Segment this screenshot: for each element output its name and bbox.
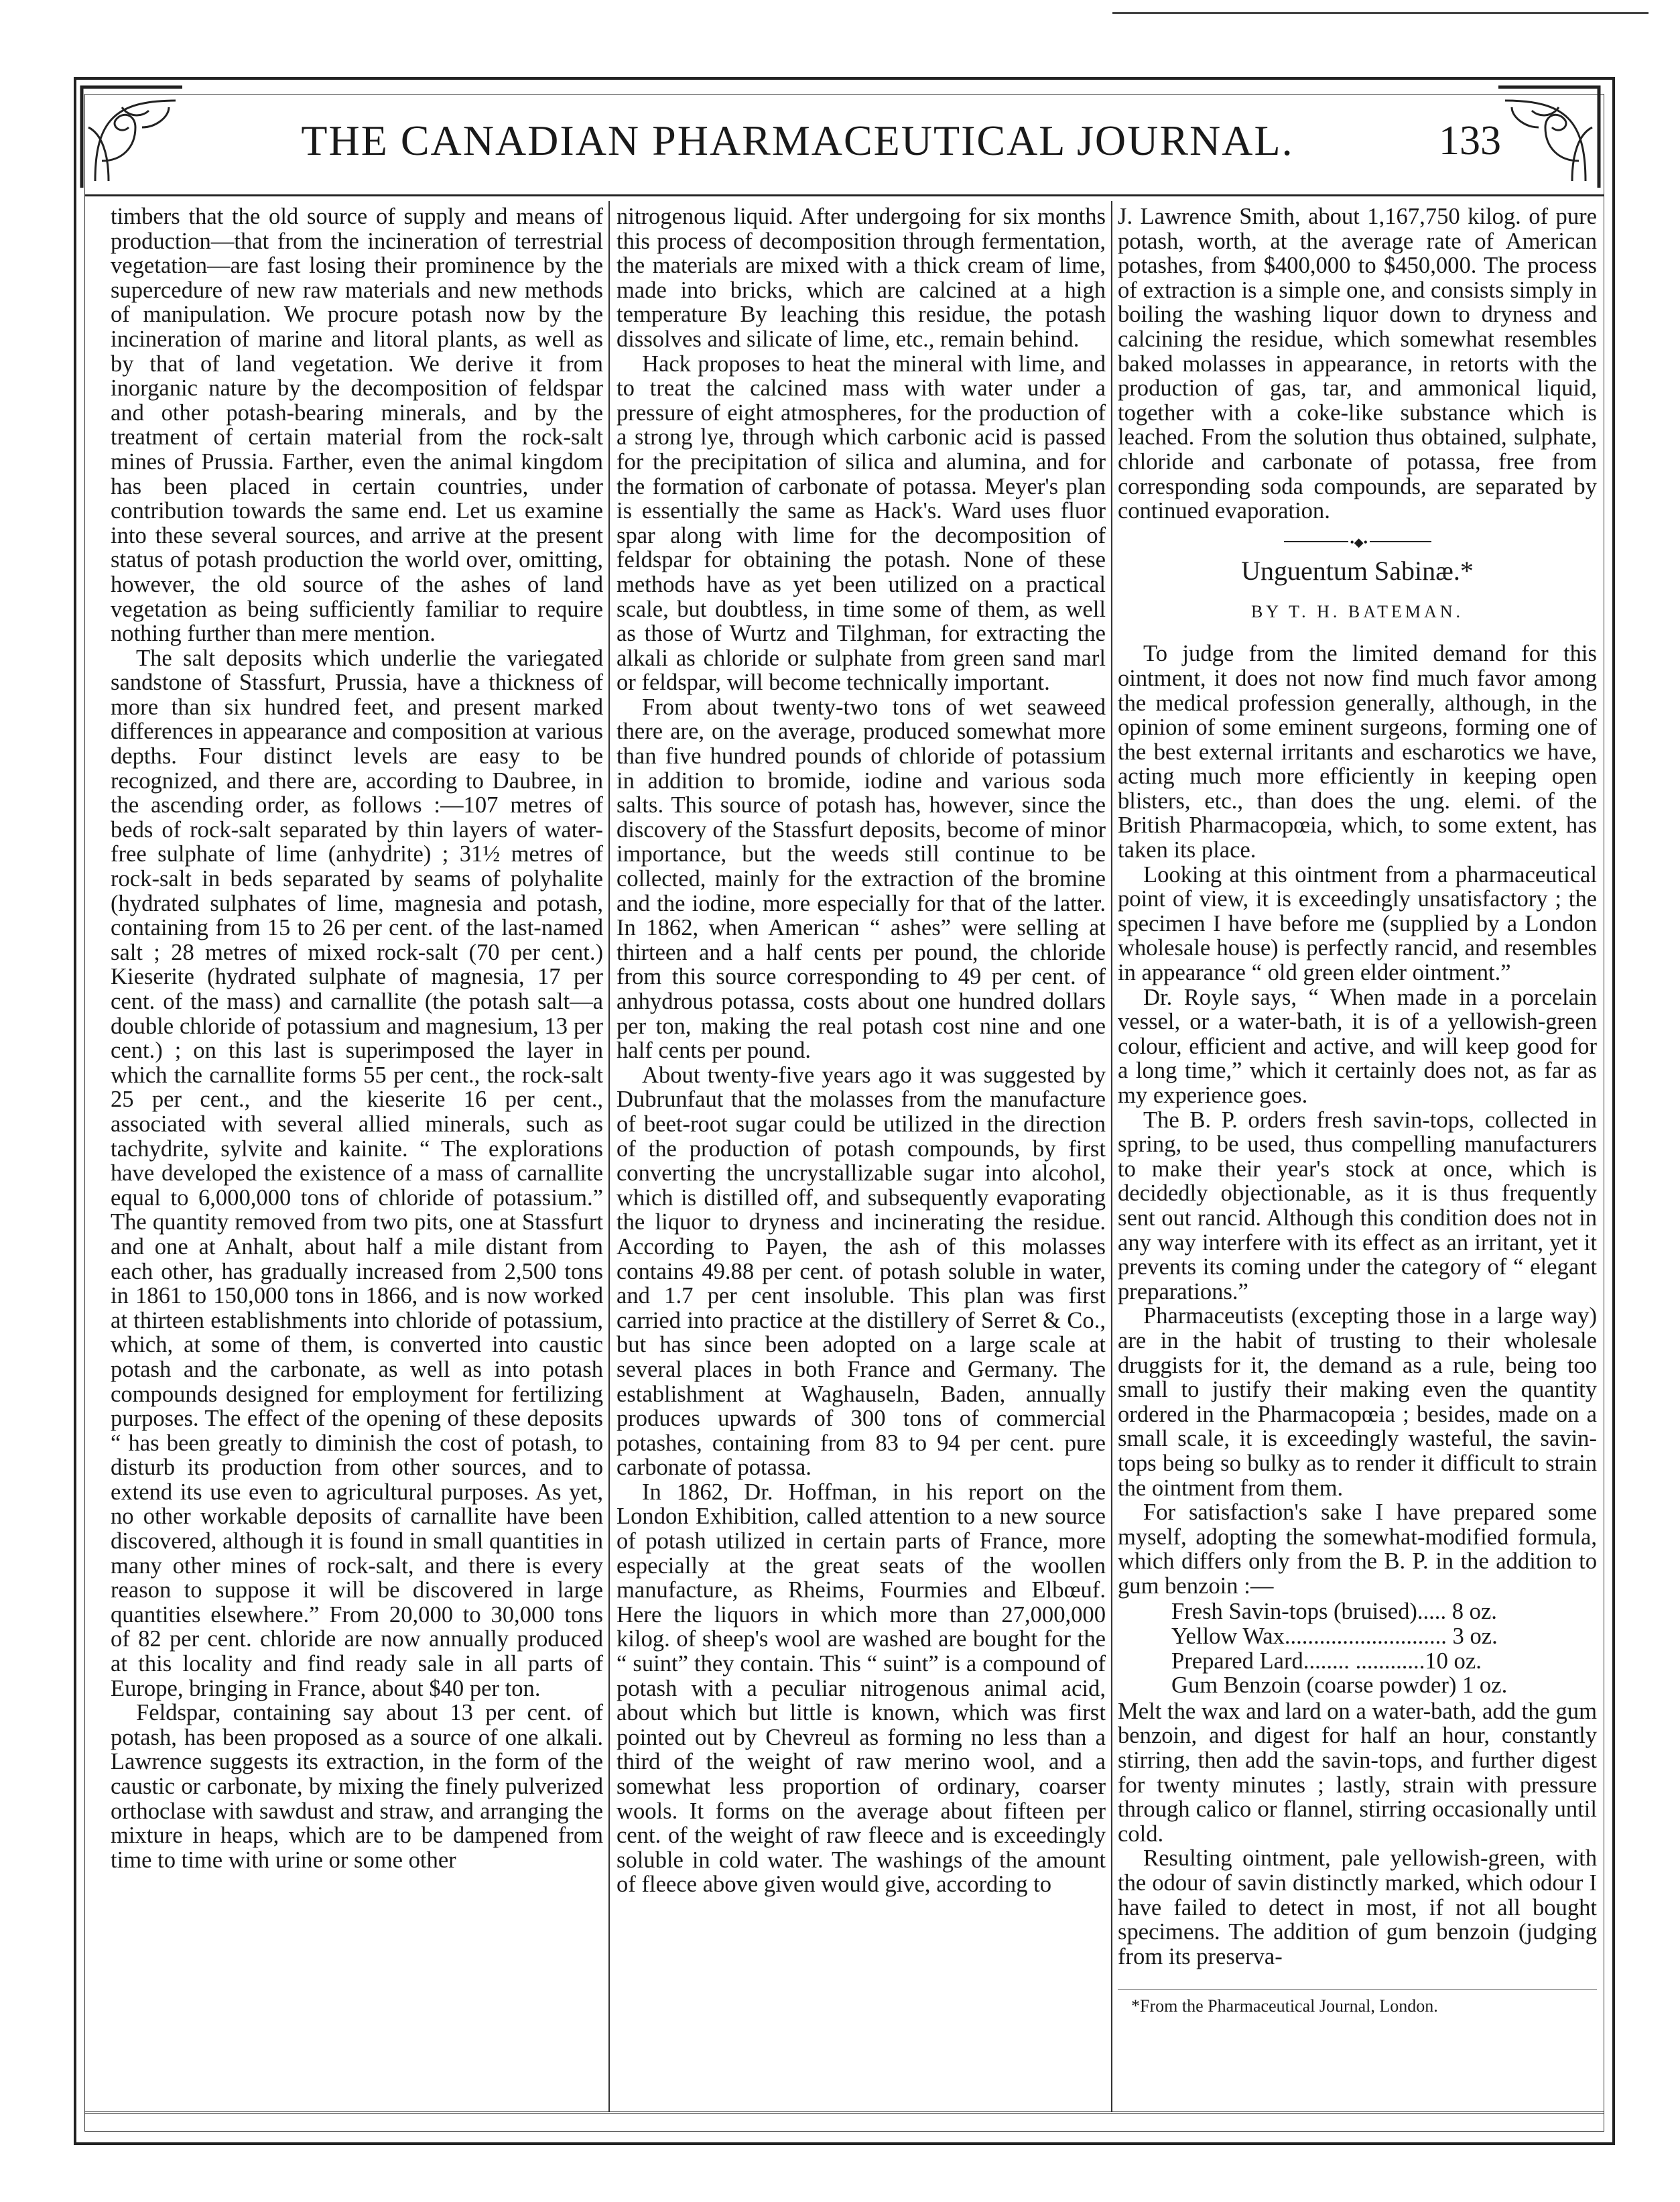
recipe-item: Fresh Savin-tops (bruised)..... 8 oz. xyxy=(1171,1599,1497,1625)
column-divider-2 xyxy=(1111,201,1112,2112)
paragraph: Hack proposes to heat the mineral with lime, and to treat the calcined mass with water under a pressure of eight atmospheres, for the production of a strong lye, through which carbonic acid is passed for the precipitation of silica and alumina, and for the formation of carbonate of potassa. Meyer's plan is essentially the same as Hack's. Ward uses fluor spar along with lime for the decomposition of feldspar for obtaining the potash. None of these methods have as yet been utilized on a practical scale, but doubtless, in time some of them, as well as those of Wurtz and Tilghman, for extracting the alkali as chloride or sulphate from green sand marl or feldspar, will become technically important. xyxy=(617,351,1106,696)
paragraph: nitrogenous liquid. After undergoing for six months this process of decomposition through fermentation, the materials are mixed with a thick cream of lime, made into bricks, which are calcined at a high temperature By leaching this residue, the potash dissolves and silicate of lime, etc., remain behind. xyxy=(617,204,1106,352)
paragraph: The B. P. orders fresh savin-tops, collected in spring, to be used, thus compelling manufacturers to make their year's stock at once, which is decidedly objectionable, as it is thus frequently sent out rancid. Although this condition does not in any way interfere with its effect as an irritant, yet it prevents its coming under the category of “ elegant preparations.” xyxy=(1118,1107,1597,1304)
recipe-list xyxy=(1171,1599,1597,1697)
paragraph: Dr. Royle says, “ When made in a porcelain vessel, or a water-bath, it is of a yellowish-green colour, efficient and active, and will keep good for a long time,” which it certainly does not, as far as my experience goes. xyxy=(1118,984,1597,1108)
paragraph: About twenty-five years ago it was suggested by Dubrunfaut that the molasses from the manufacture of beet-root sugar could be utilized in the direction of the production of potash compounds, by first converting the uncrystallizable sugar into alcohol, which is distilled off, and subsequently evaporating the liquor to dryness and incinerating the residue. According to Payen, the ash of this molasses contains 49.88 per cent. of potash soluble in water, and 1.7 per cent insoluble. This plan was first carried into practice at the distillery of Serret & Co., but has since been adopted on a large scale at several places in both France and Germany. The establishment at Waghauseln, Baden, annually produces upwards of 300 tons of commercial potashes, containing from 83 to 94 per cent. pure carbonate of potassa. xyxy=(617,1062,1106,1481)
top-edge-rule xyxy=(1112,12,1649,14)
paragraph: Resulting ointment, pale yellowish-green, with the odour of savin distinctly marked, which odour I have failed to detect in most, if not all bought specimens. The addition of gum benzoin (judging from its preserva- xyxy=(1118,1845,1597,1969)
paragraph: Pharmaceutists (excepting those in a large way) are in the habit of trusting to their wholesale druggists for it, the demand as a rule, being too small to justify their making even the quantity ordered in the Pharmacopœia ; besides, made on a small scale, it is exceedingly wasteful, the savin-tops being so bulky as to render it difficult to strain the ointment from them. xyxy=(1118,1303,1597,1501)
separator-dots-icon: •◆• xyxy=(1348,536,1370,548)
column-2 xyxy=(617,204,1106,2101)
paragraph: timbers that the old source of supply and means of production—that from the incineration of terrestrial vegetation—are fast losing their prominence by the supercedure of new raw materials and new methods of manipulation. We procure potash now by the incineration of marine and litoral plants, as well as by that of land vegetation. We derive it from inorganic nature by the decomposition of feldspar and other potash-bearing minerals, and by the treatment of certain material from the rock-salt mines of Prussia. Farther, even the animal kingdom has been placed in certain countries, under contribution towards the same end. Let us examine into these several sources, and arrive at the present status of potash production the world over, omitting, however, the old source of the ashes of land vegetation as being sufficiently familiar to require nothing further than mere mention. xyxy=(111,204,603,647)
paragraph: Looking at this ointment from a pharmaceutical point of view, it is exceedingly unsatisfactory ; the specimen I have before me (supplied by a London wholesale house) is perfectly rancid, and resembles in appearance “ old green elder ointment.” xyxy=(1118,861,1597,986)
paragraph: From about twenty-two tons of wet seaweed there are, on the average, produced somewhat more than five hundred pounds of chloride of potassium in addition to bromide, iodine and various soda salts. This source of potash has, however, since the discovery of the Stassfurt deposits, become of minor importance, but the weeds still continue to be collected, mainly for the extraction of the bromine and the iodine, more especially for that of the latter. In 1862, when American “ ashes” were selling at thirteen and a half cents per pound, the chloride from this source corresponding to 49 per cent. of anhydrous potassa, costs about one hundred dollars per ton, making the real potash cost nine and one half cents per pound. xyxy=(617,694,1106,1064)
paragraph: For satisfaction's sake I have prepared some myself, adopting the somewhat-modified formula, which differs only from the B. P. in the addition to gum benzoin :— xyxy=(1118,1500,1597,1599)
article-byline: BY T. H. BATEMAN. xyxy=(1250,601,1464,621)
recipe-item: Yellow Wax............................ 3 oz. xyxy=(1171,1624,1498,1650)
article-title: Unguentum Sabinæ.* xyxy=(1241,555,1474,586)
paragraph: Melt the wax and lard on a water-bath, add the gum benzoin, and digest for half an hour, constantly stirring, then add the savin-tops, and further digest for twenty minutes ; lastly, strain with pressure through calico or flannel, stirring occasionally until cold. xyxy=(1118,1698,1597,1847)
section-separator xyxy=(1284,535,1431,549)
paragraph: Feldspar, containing say about 13 per cent. of potash, has been proposed as a source of one alkali. Lawrence suggests its extraction, in the form of the caustic or carbonate, by mixing the finely pulverized orthoclase with sawdust and straw, and arranging the mixture in heaps, which are to be dampened from time to time with urine or some other xyxy=(111,1700,603,1873)
column-3 xyxy=(1118,204,1597,2101)
corner-ornament-right-icon xyxy=(1492,80,1606,194)
bottom-rule xyxy=(84,2112,1604,2114)
page-header xyxy=(188,101,1501,181)
running-title: THE CANADIAN PHARMACEUTICAL JOURNAL. xyxy=(301,117,1294,164)
paragraph: J. Lawrence Smith, about 1,167,750 kilog. of pure potash, worth, at the average rate of American potashes, from $400,000 to $450,000. The process of extraction is a simple one, and consists simply in boiling the washing liquor down to dryness and calcining the residue, which somewhat resembles baked molasses in appearance, in retorts with the production of gas, tar, and ammonical liquid, together with a coke-like substance which is leached. From the solution thus obtained, sulphate, chloride and carbonate of potassa, free from corresponding soda compounds, are separated by continued evaporation. xyxy=(1118,204,1597,524)
footnote: *From the Pharmaceutical Journal, London. xyxy=(1118,1989,1597,2016)
page-number: 133 xyxy=(1439,117,1501,164)
header-rule xyxy=(84,194,1604,196)
column-1 xyxy=(111,204,603,2101)
column-divider-1 xyxy=(608,201,610,2112)
paragraph: To judge from the limited demand for this ointment, it does not now find much favor among the medical profession generally, although, in the opinion of some eminent surgeons, forming one of the best external irritants and escharotics we have, acting much more efficiently in keeping open blisters, etc., than does the ung. elemi. of the British Pharmacopœia, which, to some extent, has taken its place. xyxy=(1118,641,1597,863)
recipe-item: Prepared Lard........ ............10 oz. xyxy=(1171,1648,1482,1674)
corner-ornament-left-icon xyxy=(75,80,189,194)
paragraph: The salt deposits which underlie the variegated sandstone of Stassfurt, Prussia, have a thickness of more than six hundred feet, and present marked differences in appearance and composition at various depths. Four distinct levels are easy to be recognized, and there are, according to Daubree, in the ascending order, as follows :—107 metres of beds of rock-salt separated by thin layers of water-free sulphate of lime (anhydrite) ; 31½ metres of rock-salt in beds separated by seams of polyhalite (hydrated sulphates of lime, magnesia and potash, containing from 15 to 26 per cent. of the last-named salt ; 28 metres of mixed rock-salt (70 per cent.) Kieserite (hydrated sulphate of magnesia, 17 per cent. of the mass) and carnallite (the potash salt—a double chloride of potassium and magnesium, 13 per cent.) ; on this last is superimposed the layer in which the carnallite forms 55 per cent., the rock-salt 25 per cent., and the kieserite 16 per cent., associated with several allied minerals, such as tachydrite, sylvite and kainite. “ The explorations have developed the existence of a mass of carnallite equal to 6,000,000 tons of chloride of potassium.” The quantity removed from two pits, one at Stassfurt and one at Anhalt, about half a mile distant from each other, has gradually increased from 2,500 tons in 1861 to 150,000 tons in 1866, and is now worked at thirteen establishments into chloride of potassium, which, at some of them, is converted into caustic potash and the carbonate, as well as into potash compounds designed for employment for fertilizing purposes. The effect of the opening of these deposits “ has been greatly to diminish the cost of potash, to disturb its production from other sources, and to extend its use even to agricultural purposes. As yet, no other workable deposits of carnallite have been discovered, although it is found in small quantities in many other mines of rock-salt, and there is every reason to suppose it will be discovered in large quantities elsewhere.” From 20,000 to 30,000 tons of 82 per cent. chloride are now annually produced at this locality and find ready sale in all parts of Europe, bringing in France, about $40 per ton. xyxy=(111,645,603,1701)
recipe-item: Gum Benzoin (coarse powder) 1 oz. xyxy=(1171,1672,1508,1699)
paragraph: In 1862, Dr. Hoffman, in his report on the London Exhibition, called attention to a new source of potash utilized in certain parts of France, more especially at the great seats of the woollen manufacture, as Rheims, Fourmies and Elbœuf. Here the liquors in which more than 27,000,000 kilog. of sheep's wool are washed are bought for the “ suint” they contain. This “ suint” is a compound of potash with a peculiar nitrogenous animal acid, about which but little is known, which was first pointed out by Chevreul as forming no less than a third of the weight of raw merino wool, and a somewhat less proportion of ordinary, coarser wools. It forms on the average about fifteen per cent. of the weight of raw fleece and is exceedingly soluble in cold water. The washings of the amount of fleece above given would give, according to xyxy=(617,1479,1106,1898)
